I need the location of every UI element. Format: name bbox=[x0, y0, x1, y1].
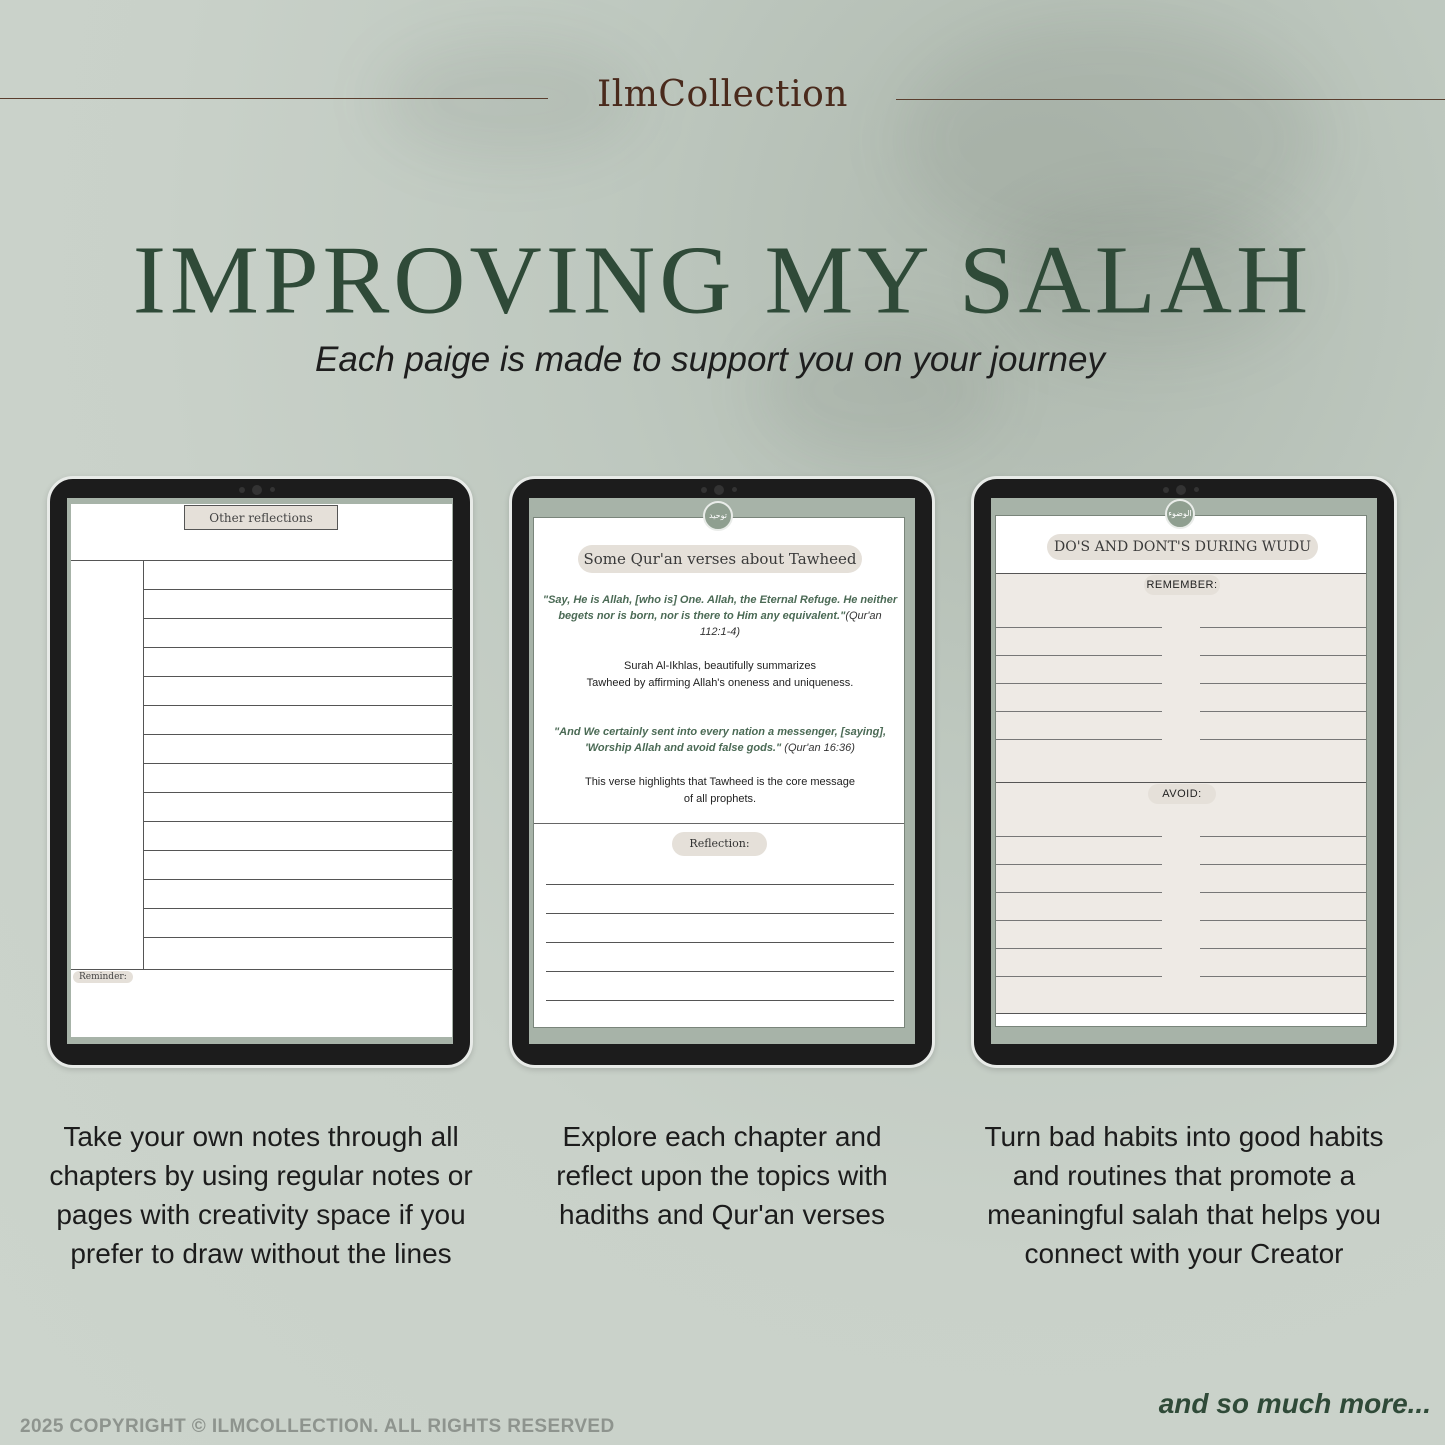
list-line bbox=[996, 683, 1162, 684]
list-line bbox=[1200, 976, 1366, 977]
tablet-camera bbox=[235, 485, 285, 495]
tablet-notes-preview bbox=[47, 476, 473, 1068]
verse-2-quote: "And We certainly sent into every nation a messenger, [saying], 'Worship Allah and avoid false gods." bbox=[553, 726, 887, 754]
list-line bbox=[996, 976, 1162, 977]
note-line bbox=[143, 705, 452, 706]
wudu-heading: DO'S AND DONT'S DURING WUDU bbox=[1047, 534, 1318, 560]
note-line bbox=[143, 618, 452, 619]
avoid-section bbox=[996, 782, 1366, 1014]
notes-page bbox=[71, 504, 452, 1037]
note-line bbox=[143, 647, 452, 648]
verse-2-note-line-2: of all prophets. bbox=[683, 793, 757, 805]
divider bbox=[71, 560, 452, 561]
avoid-label: AVOID: bbox=[1148, 784, 1216, 804]
list-line bbox=[1200, 920, 1366, 921]
verse-1-note-line-2: Tawheed by affirming Allah's oneness and uniqueness. bbox=[586, 677, 854, 689]
verse-2 bbox=[542, 724, 898, 756]
note-line bbox=[143, 792, 452, 793]
tablet-wudu-preview bbox=[971, 476, 1397, 1068]
tablet-camera bbox=[1159, 485, 1209, 495]
note-line bbox=[143, 879, 452, 880]
list-line bbox=[1200, 864, 1366, 865]
verse-1-reference: (Qur'an 112:1-4) bbox=[699, 610, 882, 638]
list-line bbox=[996, 739, 1162, 740]
note-line bbox=[143, 734, 452, 735]
list-line bbox=[996, 892, 1162, 893]
copyright-notice: 2025 COPYRIGHT © ILMCOLLECTION. ALL RIGHTS RESERVED bbox=[20, 1416, 615, 1437]
wudu-badge: الوضوء bbox=[1165, 499, 1195, 529]
reminder-label: Reminder: bbox=[73, 971, 133, 983]
caption-notes: Take your own notes through all chapters by using regular notes or pages with creativity space if you prefer to draw without the lines bbox=[49, 1121, 473, 1269]
note-line bbox=[143, 937, 452, 938]
remember-label: REMEMBER: bbox=[1144, 575, 1220, 595]
notes-header: Other reflections bbox=[184, 505, 338, 530]
list-line bbox=[1200, 948, 1366, 949]
verses-page bbox=[533, 517, 905, 1028]
tablet-screen bbox=[529, 498, 915, 1044]
writing-line bbox=[546, 942, 894, 943]
verse-2-reference: (Qur'an 16:36) bbox=[784, 742, 855, 754]
list-line bbox=[996, 836, 1162, 837]
wudu-page bbox=[995, 515, 1367, 1027]
tablet-camera bbox=[697, 485, 747, 495]
note-line bbox=[143, 850, 452, 851]
list-line bbox=[1200, 892, 1366, 893]
tablet-verses-preview bbox=[509, 476, 935, 1068]
divider bbox=[534, 823, 904, 824]
verse-2-note-line-1: This verse highlights that Tawheed is the core message bbox=[584, 776, 856, 788]
note-line bbox=[143, 821, 452, 822]
writing-line bbox=[546, 913, 894, 914]
list-line bbox=[996, 655, 1162, 656]
page-subtitle: Each paige is made to support you on your journey bbox=[315, 340, 1105, 379]
writing-line bbox=[546, 884, 894, 885]
list-line bbox=[1200, 711, 1366, 712]
list-line bbox=[996, 864, 1162, 865]
writing-line bbox=[546, 971, 894, 972]
caption-wudu: Turn bad habits into good habits and routines that promote a meaningful salah that helps you connect with your Creator bbox=[984, 1121, 1384, 1269]
note-line bbox=[143, 908, 452, 909]
list-line bbox=[996, 948, 1162, 949]
and-more-tagline: and so much more... bbox=[1158, 1388, 1431, 1419]
verse-1-note-line-1: Surah Al-Ikhlas, beautifully summarizes bbox=[624, 660, 816, 672]
remember-section bbox=[996, 573, 1366, 782]
tablet-screen bbox=[67, 498, 453, 1044]
verses-heading: Some Qur'an verses about Tawheed bbox=[578, 545, 862, 573]
brand-logo: IlmCollection bbox=[597, 74, 848, 115]
list-line bbox=[996, 920, 1162, 921]
caption-verses: Explore each chapter and reflect upon the topics with hadiths and Qur'an verses bbox=[556, 1121, 888, 1230]
list-line bbox=[1200, 655, 1366, 656]
list-line bbox=[1200, 739, 1366, 740]
list-line bbox=[1200, 836, 1366, 837]
list-line bbox=[1200, 627, 1366, 628]
note-line bbox=[143, 763, 452, 764]
list-line bbox=[1200, 683, 1366, 684]
list-line bbox=[996, 711, 1162, 712]
list-line bbox=[996, 627, 1162, 628]
reflection-label: Reflection: bbox=[672, 832, 767, 856]
tablet-screen bbox=[991, 498, 1377, 1044]
tawheed-badge: توحيد bbox=[703, 501, 733, 531]
writing-line bbox=[546, 1000, 894, 1001]
divider bbox=[71, 969, 452, 970]
verse-1 bbox=[542, 592, 898, 640]
note-line bbox=[143, 589, 452, 590]
note-line bbox=[143, 676, 452, 677]
page-title: IMPROVING MY SALAH bbox=[132, 225, 1313, 334]
verse-1-quote: "Say, He is Allah, [who is] One. Allah, the Eternal Refuge. He neither begets nor is born, nor is there to Him any equivalent." bbox=[542, 594, 898, 622]
